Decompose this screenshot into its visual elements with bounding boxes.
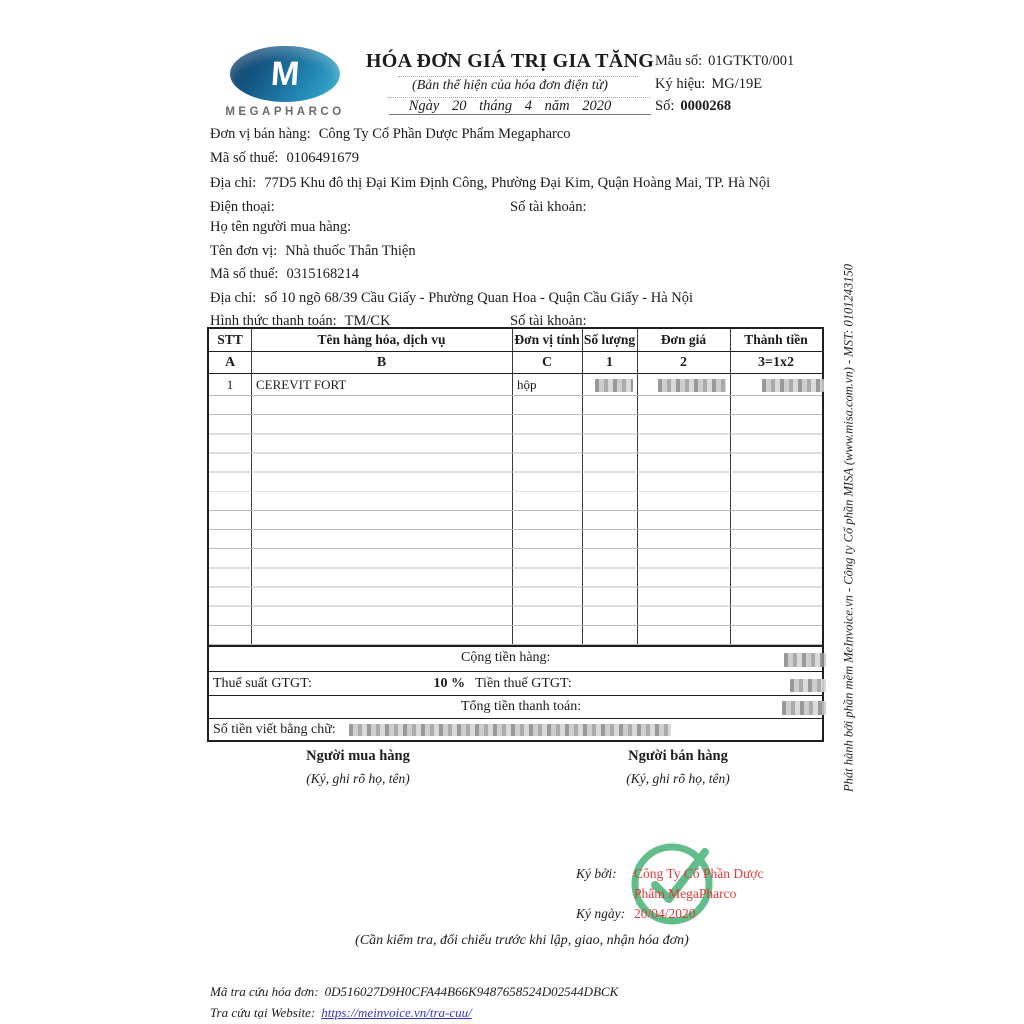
col-header-name: Tên hàng hóa, dịch vụ xyxy=(317,332,446,347)
seller-signature-block xyxy=(558,748,798,787)
logo-brand-text: MEGAPHARCO xyxy=(225,106,345,118)
vat-rate-label: Thuế suất GTGT: xyxy=(213,675,312,691)
seller-section xyxy=(210,122,850,220)
logo-ellipse-icon xyxy=(230,46,340,102)
redacted-unit-price xyxy=(658,379,726,392)
invoice-subtitle: (Bản thể hiện của hóa đơn điện tử) xyxy=(412,78,608,93)
lookup-website-link[interactable]: https://meinvoice.vn/tra-cuu/ xyxy=(321,1004,472,1020)
subheader-a: A xyxy=(224,355,236,370)
invoice-date-line: Ngày 20 tháng 4 năm 2020 xyxy=(408,98,612,114)
empty-rows xyxy=(209,396,822,645)
invoice-number: 0000268 xyxy=(680,98,732,114)
seller-signature-note: (Ký, ghi rõ họ, tên) xyxy=(626,771,730,786)
verification-note: (Cần kiểm tra, đối chiếu trước khi lập, giao, nhận hóa đơn) xyxy=(355,933,689,948)
subtotal-label: Cộng tiền hàng: xyxy=(461,650,551,665)
invoice-title-block xyxy=(355,50,665,115)
seller-phone-label: Điện thoại: xyxy=(210,199,275,216)
amount-in-words-row xyxy=(209,719,822,740)
table-row xyxy=(209,375,822,396)
company-logo xyxy=(224,46,346,118)
amount-in-words-label: Số tiền viết bằng chữ: xyxy=(213,722,336,737)
payment-method: TM/CK xyxy=(344,313,391,330)
seller-signature-title: Người bán hàng xyxy=(628,748,728,764)
form-label: Mẫu số: xyxy=(655,53,703,69)
payment-method-label: Hình thức thanh toán: xyxy=(210,313,337,330)
issuer-side-note: Phát hành bởi phần mềm MeInvoice.vn - Công ty Cổ phần MISA (www.misa.com.vn) - MST: 0101243150 xyxy=(841,263,856,792)
redacted-amount-in-words xyxy=(349,724,671,736)
buyer-signature-note: (Ký, ghi rõ họ, tên) xyxy=(306,771,410,786)
buyer-section xyxy=(210,216,850,334)
col-header-qty: Số lượng xyxy=(583,332,636,347)
item-unit: hộp xyxy=(517,377,537,392)
number-label: Số: xyxy=(655,98,675,114)
serial-label: Ký hiệu: xyxy=(655,75,706,92)
buyer-signature-title: Người mua hàng xyxy=(306,748,410,764)
divider-dotted xyxy=(388,97,650,98)
seller-address-label: Địa chỉ: xyxy=(210,174,257,191)
table-subheader-row xyxy=(209,353,822,374)
buyer-tax-code: 0315168214 xyxy=(286,266,359,283)
col-header-unit: Đơn vị tính xyxy=(514,332,580,347)
redacted-subtotal xyxy=(784,653,826,667)
signed-date-label: Ký ngày: xyxy=(576,906,626,921)
buyer-person-label: Họ tên người mua hàng: xyxy=(210,219,352,235)
buyer-tax-label: Mã số thuế: xyxy=(210,266,279,283)
subtotal-row xyxy=(209,647,822,672)
lookup-code: 0D516027D9H0CFA44B66K9487658524D02544DBCK xyxy=(324,984,619,999)
buyer-address: số 10 ngõ 68/39 Cầu Giấy - Phường Quan Hoa - Quận Cầu Giấy - Hà Nội xyxy=(264,289,694,306)
table-header-row xyxy=(209,329,822,352)
vat-rate-value: 10 % xyxy=(433,675,465,691)
col-header-amount: Thành tiền xyxy=(744,332,808,347)
seller-tax-code: 0106491679 xyxy=(286,150,359,167)
grand-total-row xyxy=(209,696,822,719)
signed-by-label: Ký bởi: xyxy=(576,866,617,881)
invoice-title: HÓA ĐƠN GIÁ TRỊ GIA TĂNG xyxy=(365,50,655,72)
redacted-quantity xyxy=(595,379,633,392)
buyer-unit-label: Tên đơn vị: xyxy=(210,242,278,259)
subheader-1: 1 xyxy=(606,355,613,370)
seller-name: Công Ty Cổ Phần Dược Phẩm Megapharco xyxy=(318,126,571,142)
seller-name-label: Đơn vị bán hàng: xyxy=(210,126,311,142)
serial-value: MG/19E xyxy=(711,75,763,92)
col-header-price: Đơn giá xyxy=(660,332,707,347)
subheader-3: 3=1x2 xyxy=(758,355,794,370)
subheader-2: 2 xyxy=(680,355,687,370)
seller-address: 77D5 Khu đô thị Đại Kim Định Công, Phường Đại Kim, Quận Hoàng Mai, TP. Hà Nội xyxy=(264,174,771,191)
vat-row xyxy=(209,673,822,697)
buyer-signature-block xyxy=(238,748,478,787)
redacted-grand-total xyxy=(782,701,826,715)
esign-block xyxy=(576,864,794,924)
col-header-stt: STT xyxy=(217,332,243,347)
item-stt: 1 xyxy=(226,377,234,392)
lookup-section xyxy=(210,982,618,1023)
buyer-unit: Nhà thuốc Thân Thiện xyxy=(285,242,416,259)
lookup-code-label: Mã tra cứu hóa đơn: xyxy=(210,984,319,999)
subheader-c: C xyxy=(541,355,553,370)
invoice-meta xyxy=(655,50,794,118)
buyer-account-label: Số tài khoản: xyxy=(510,313,587,330)
lookup-website-label: Tra cứu tại Website: xyxy=(210,1004,316,1020)
redacted-vat-amount xyxy=(790,679,826,692)
seller-tax-label: Mã số thuế: xyxy=(210,150,279,167)
item-name: CEREVIT FORT xyxy=(256,377,347,392)
form-value: 01GTKT0/001 xyxy=(708,53,795,69)
buyer-address-label: Địa chỉ: xyxy=(210,289,257,306)
signed-date-value: 20/04/2020 xyxy=(634,906,696,921)
logo-monogram: M xyxy=(269,55,301,93)
redacted-amount xyxy=(762,379,824,392)
subheader-b: B xyxy=(376,355,387,370)
items-table xyxy=(207,327,824,742)
grand-total-label: Tổng tiền thanh toán: xyxy=(461,699,582,714)
signed-by-value: Công Ty Cổ Phần Dược Phẩm MegaPharco xyxy=(634,866,764,901)
divider-solid xyxy=(389,114,651,115)
vat-amount-label: Tiền thuế GTGT: xyxy=(475,675,572,691)
divider-dotted xyxy=(398,76,638,77)
seller-account-label: Số tài khoản: xyxy=(510,199,587,216)
